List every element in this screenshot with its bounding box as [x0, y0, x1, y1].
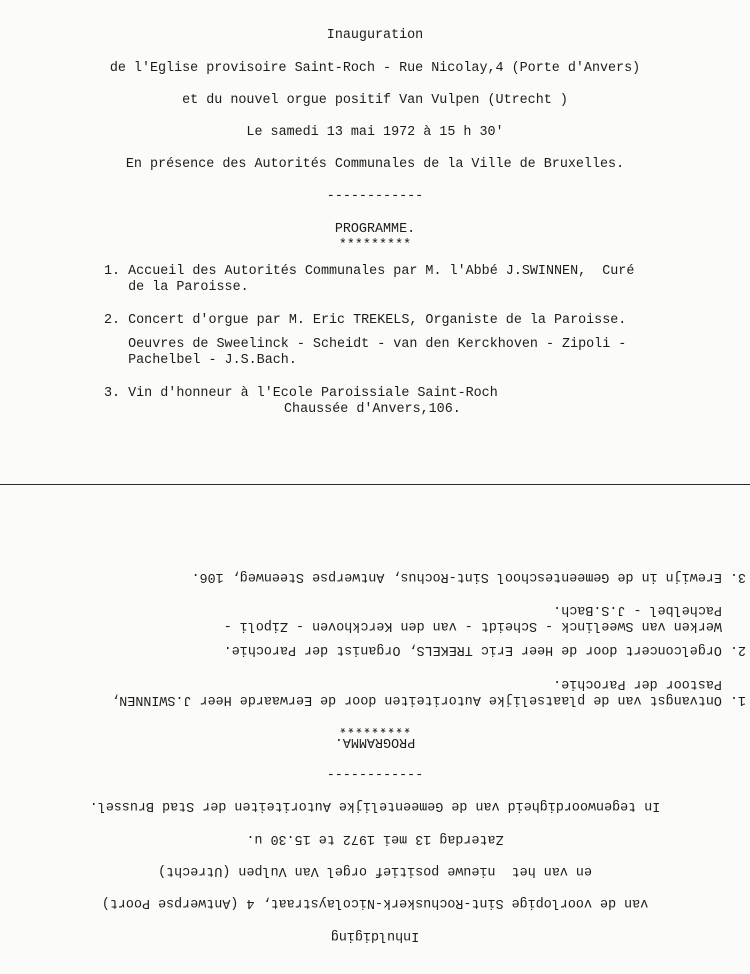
title: Inhuldiging — [330, 928, 420, 943]
programme-item-3: 3. Vin d'honneur à l'Ecole Paroissiale Saint-Roch — [104, 386, 498, 401]
programme-item-2-cont2: Pachelbel - J.S.Bach. — [104, 353, 297, 368]
church-line: de l'Eglise provisoire Saint-Roch - Rue Nicolay,4 (Porte d'Anvers) — [109, 61, 641, 76]
programme-item-1-cont: de la Paroisse. — [104, 280, 249, 295]
title: Inauguration — [326, 28, 424, 43]
programme-item-3-cont: Chaussée d'Anvers,106. — [284, 402, 461, 417]
programme-item-2-cont: Werken van Sweelinck - Scheidt - van den Kerckhoven - Zipoli - — [223, 618, 746, 633]
programme-title: PROGRAMMA. — [334, 734, 416, 749]
programme-title: PROGRAMME. — [334, 222, 416, 237]
presence-line: En présence des Autorités Communales de la Ville de Bruxelles. — [125, 157, 625, 172]
stars-divider: ********* — [338, 238, 412, 253]
dutch-section — [0, 487, 750, 974]
church-line: van de voorlopige Sint-Rochuskerk-Nicolaystraat, 4 (Antwerpse Poort) — [101, 895, 649, 910]
programme-item-2-cont2: Pachelbel - J.S.Bach. — [553, 602, 746, 617]
organ-line: et du nouvel orgue positif Van Vulpen (Utrecht ) — [182, 93, 568, 108]
programme-item-1: 1. Accueil des Autorités Communales par M. l'Abbé J.SWINNEN, Curé — [104, 264, 635, 279]
programme-item-2: 2. Concert d'orgue par M. Eric TREKELS, Organiste de la Paroisse. — [104, 313, 627, 328]
date-line: Zaterdag 13 mei 1972 te 15.30 u. — [246, 831, 504, 846]
fold-line — [0, 484, 750, 485]
organ-line: en van het nieuwe positief orgel Van Vulpen (Utrecht) — [158, 863, 592, 878]
divider: ------------ — [326, 766, 424, 781]
programme-item-1-cont: Pastoor der Parochie. — [553, 676, 746, 691]
date-line: Le samedi 13 mai 1972 à 15 h 30' — [246, 125, 504, 140]
programme-item-2-cont: Oeuvres de Sweelinck - Scheidt - van den Kerckhoven - Zipoli - — [104, 337, 627, 352]
programme-item-2: 2. Orgelconcert door de Heer Eric TREKELS, Organist der Parochie. — [223, 642, 746, 657]
stars-divider: ********* — [338, 718, 412, 733]
programme-item-3: 3. Erewijn in de Gemeenteschool Sint-Rochus, Antwerpse Steenweg, 106. — [191, 569, 746, 584]
presence-line: In tegenwoordigheid van de Gemeentelijke Autoriteiten der Stad Brussel. — [89, 798, 661, 813]
divider: ------------ — [326, 189, 424, 204]
programme-item-1: 1. Ontvangst van de plaatselijke Autoriteiten door de Eerwaarde Heer J.SWINNEN, — [111, 692, 746, 707]
